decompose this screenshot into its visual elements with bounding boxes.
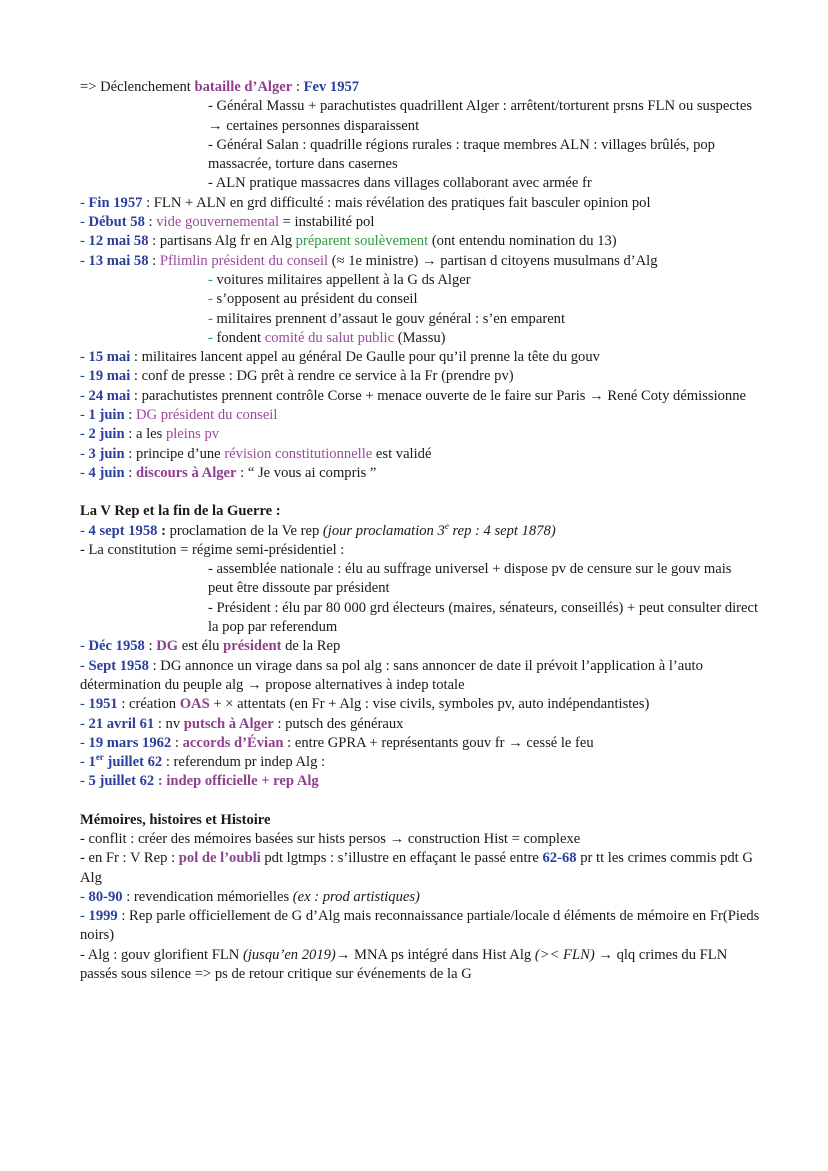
intro-date: Fev 1957 (303, 79, 360, 95)
section-title: Mémoires, histoires et Histoire (80, 811, 271, 828)
intro-line: => Déclenchement bataille d’Alger : Fev 1957 (80, 79, 360, 95)
timeline-entry: - 3 juin : principe d’une révision constitutionnelle est validé (80, 445, 432, 462)
memory-line: - 80-90 : revendication mémorielles (ex : prod artistiques) (80, 888, 420, 905)
memory-line: - conflit : créer des mémoires basées sur hists persos → construction Hist = complexe (80, 830, 581, 847)
constitution-item: - assemblée nationale : élu au suffrage universel + dispose pv de censure sur le gouv mais peut être dissoute par président (208, 561, 732, 597)
memory-line: - 1999 : Rep parle officiellement de G d’Alg mais reconnaissance partiale/locale d éléments de mémoire en Fr(Pieds noirs) (80, 908, 760, 944)
timeline-entry: - 1 juin : DG président du conseil (80, 407, 278, 424)
timeline-entry: - 19 mars 1962 : accords d’Évian : entre GPRA + représentants gouv fr → cessé le feu (80, 734, 594, 751)
timeline-entry: - 5 juillet 62 : indep officielle + rep Alg (80, 773, 319, 790)
timeline-entry: - Sept 1958 : DG annonce un virage dans sa pol alg : sans annoncer de date il prévoit l’application à l’auto détermination du peuple alg → propose alternatives à indep totale (80, 657, 703, 693)
timeline-entry: - 2 juin : a les pleins pv (80, 426, 220, 443)
timeline-entry: - Fin 1957 : FLN + ALN en grd difficulté : mais révélation des pratiques fait basculer opinion pol (80, 194, 651, 211)
may13-item: - militaires prennent d’assaut le gouv général : s’en emparent (208, 310, 566, 327)
timeline-entry: - Déc 1958 : DG est élu président de la Rep (80, 638, 341, 655)
timeline-entry: - 19 mai : conf de presse : DG prêt à rendre ce service à la Fr (prendre pv) (80, 368, 514, 385)
may13-item: - s’opposent au président du conseil (208, 291, 418, 308)
intro-item: - Général Massu + parachutistes quadrillent Alger : arrêtent/torturent prsns FLN ou suspectes → certaines personnes disparaissent (208, 98, 753, 134)
timeline-entry: - 21 avril 61 : nv putsch à Alger : putsch des généraux (80, 715, 404, 732)
timeline-entry: - Début 58 : vide gouvernemental = instabilité pol (80, 214, 375, 231)
timeline-entry: - 4 sept 1958 : proclamation de la Ve rep (jour proclamation 3e rep : 4 sept 1878) (80, 520, 556, 539)
timeline-entry: - 24 mai : parachutistes prennent contrôle Corse + menace ouverte de le faire sur Paris → René Coty démissionne (80, 387, 746, 404)
bataille-alger: bataille d’Alger (194, 79, 293, 95)
timeline-entry: - 15 mai : militaires lancent appel au général De Gaulle pour qu’il prenne la tête du gouv (80, 349, 600, 366)
section-title: La V Rep et la fin de la Guerre : (80, 503, 281, 520)
constitution-line: - La constitution = régime semi-présidentiel : (80, 541, 345, 558)
may13-item: - fondent comité du salut public (Massu) (208, 329, 446, 346)
memory-line: - Alg : gouv glorifient FLN (jusqu’en 2019)→ MNA ps intégré dans Hist Alg (>< FLN) → qlq crimes du FLN passés sous silence => ps de retour critique sur événements de la G (80, 946, 728, 983)
memory-line: - en Fr : V Rep : pol de l’oubli pdt lgtmps : s’illustre en effaçant le passé entre 62-68 pr tt les crimes commis pdt G Alg (80, 850, 753, 886)
timeline-entry: - 4 juin : discours à Alger : “ Je vous ai compris ” (80, 464, 377, 481)
timeline-entry: - 13 mai 58 : Pflimlin président du conseil (≈ 1e ministre) → partisan d citoyens musulmans d’Alg (80, 252, 658, 269)
timeline-entry: - 1er juillet 62 : referendum pr indep Alg : (80, 752, 326, 771)
constitution-item: - Président : élu par 80 000 grd électeurs (maires, sénateurs, conseillés) + peut consulter direct la pop par referendum (208, 599, 759, 636)
may13-item: - voitures militaires appellent à la G ds Alger (208, 271, 471, 288)
intro-item: - ALN pratique massacres dans villages collaborant avec armée fr (208, 175, 592, 192)
intro-item: - Général Salan : quadrille régions rurales : traque membres ALN : villages brûlés, pop massacrée, torture dans casernes (208, 136, 715, 173)
timeline-entry: - 1951 : création OAS + × attentats (en Fr + Alg : vise civils, symboles pv, auto indépendantistes) (80, 696, 650, 713)
document-page (80, 78, 760, 984)
timeline-entry: - 12 mai 58 : partisans Alg fr en Alg préparent soulèvement (ont entendu nomination du 13) (80, 233, 617, 250)
